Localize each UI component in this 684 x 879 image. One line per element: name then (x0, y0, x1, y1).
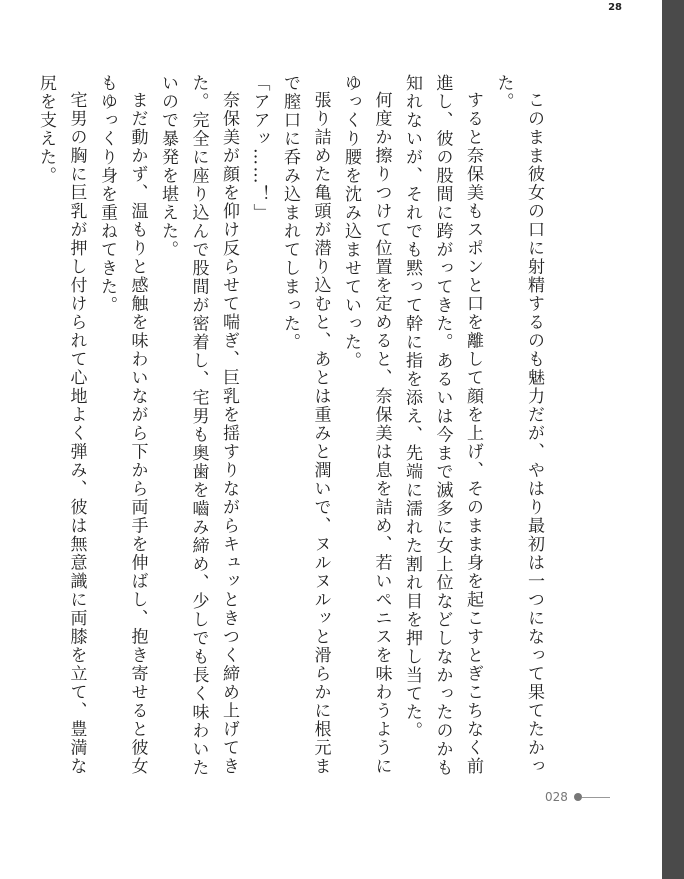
paragraph: 宅男の胸に巨乳が押し付けられて心地よく弾み、彼は無意識に両膝を立て、豊満な尻を支えた。 (36, 74, 87, 776)
paragraph: 何度か擦りつけて位置を定めると、奈保美は息を詰め、若いペニスを味わうようにゆっくり腰を沈み込ませていった。 (341, 74, 392, 776)
page-badge: 28 (608, 2, 622, 13)
paragraph: まだ動かず、温もりと感触を味わいながら下から両手を伸ばし、抱き寄せると彼女もゆっくり身を重ねてきた。 (97, 74, 148, 776)
paragraph: このまま彼女の口に射精するのも魅力だが、やはり最初は一つになって果てたかった。 (493, 74, 544, 776)
paragraph: すると奈保美もスポンと口を離して顔を上げ、そのまま身を起こすとぎこちなく前進し、彼の股間に跨がってきた。あるいは今まで滅多に女上位などしなかったのかも知れないが、それでも黙って幹に指を添え、先端に濡れた割れ目を押し当てた。 (402, 74, 483, 777)
page-footer (545, 790, 610, 804)
page-number-dot (574, 793, 582, 801)
body-text (36, 74, 549, 792)
viewer-sidebar (662, 0, 684, 879)
paragraph: 張り詰めた亀頭が潜り込むと、あとは重みと潤いで、ヌルヌルッと滑らかに根元まで膣口に呑み込まれてしまった。 (280, 74, 331, 776)
page-number-rule (582, 797, 610, 798)
page-number: 028 (545, 790, 568, 804)
dialogue-line: 「アアッ……！」 (249, 74, 270, 222)
paragraph: 奈保美が顔を仰け反らせて喘ぎ、巨乳を揺すりながらキュッときつく締め上げてきた。完全に座り込んで股間が密着し、宅男も奥歯を嚙み締め、少しでも長く味わいたいので暴発を堪えた。 (158, 74, 239, 777)
